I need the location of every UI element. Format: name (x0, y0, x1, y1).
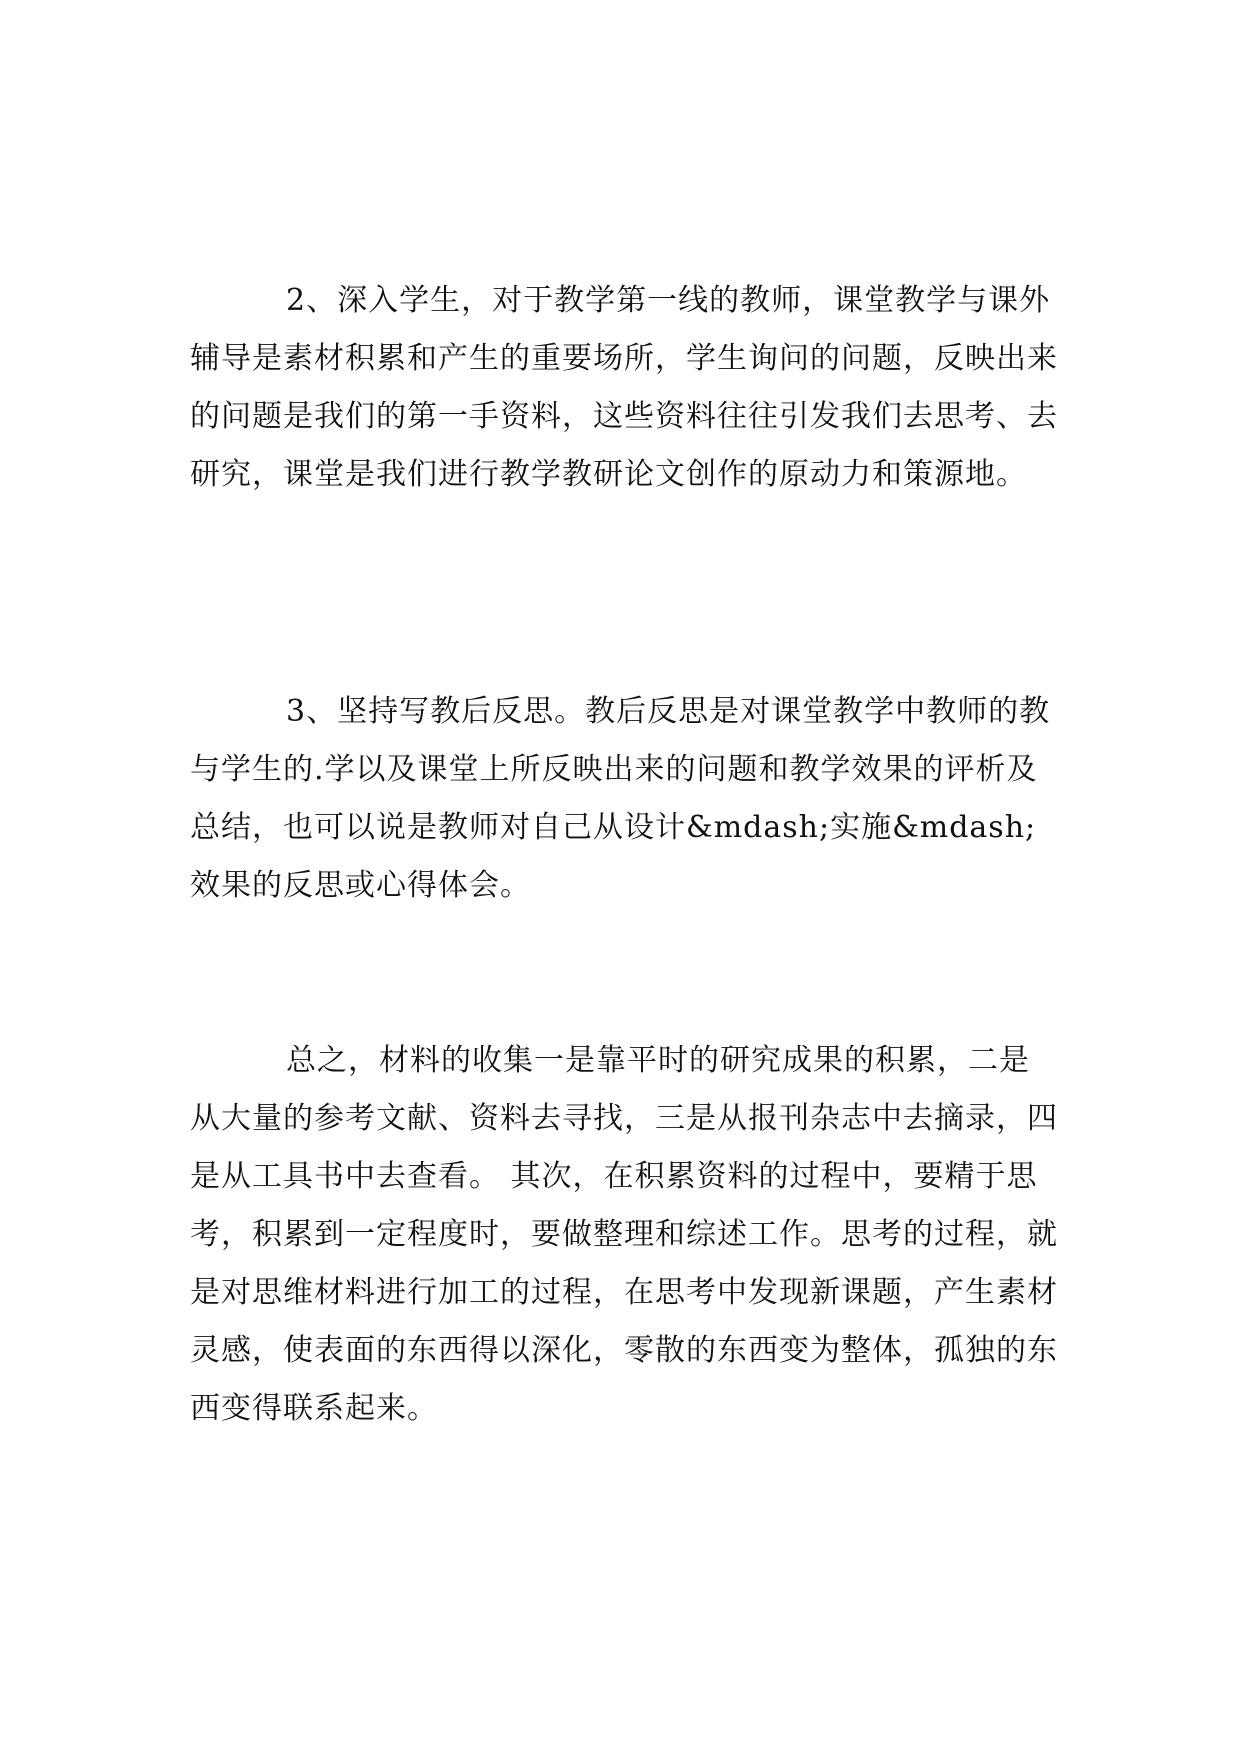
paragraph-student-engagement: 2、深入学生，对于教学第一线的教师，课堂教学与课外辅导是素材积累和产生的重要场所，学生询问的问题，反映出来的问题是我们的第一手资料，这些资料往往引发我们去思考、去研究，课堂是我们进行教学教研论文创作的原动力和策源地。 (190, 283, 1058, 492)
paragraph-teaching-reflection: 3、坚持写教后反思。教后反思是对课堂教学中教师的教与学生的.学以及课堂上所反映出来的问题和教学效果的评析及总结，也可以说是教师对自己从设计&mdash;实施&mdash;效果的反思或心得体会。 (190, 694, 1051, 903)
paragraph-summary: 总之，材料的收集一是靠平时的研究成果的积累，二是从大量的参考文献、资料去寻找，三是从报刊杂志中去摘录，四是从工具书中去查看。 其次，在积累资料的过程中，要精于思考，积累到一定程度时，要做整理和综述工作。思考的过程，就是对思维材料进行加工的过程，在思考中发现新课题，产生素材灵感，使表面的东西得以深化，零散的东西变为整体，孤独的东西变得联系起来。 (190, 1043, 1058, 1426)
